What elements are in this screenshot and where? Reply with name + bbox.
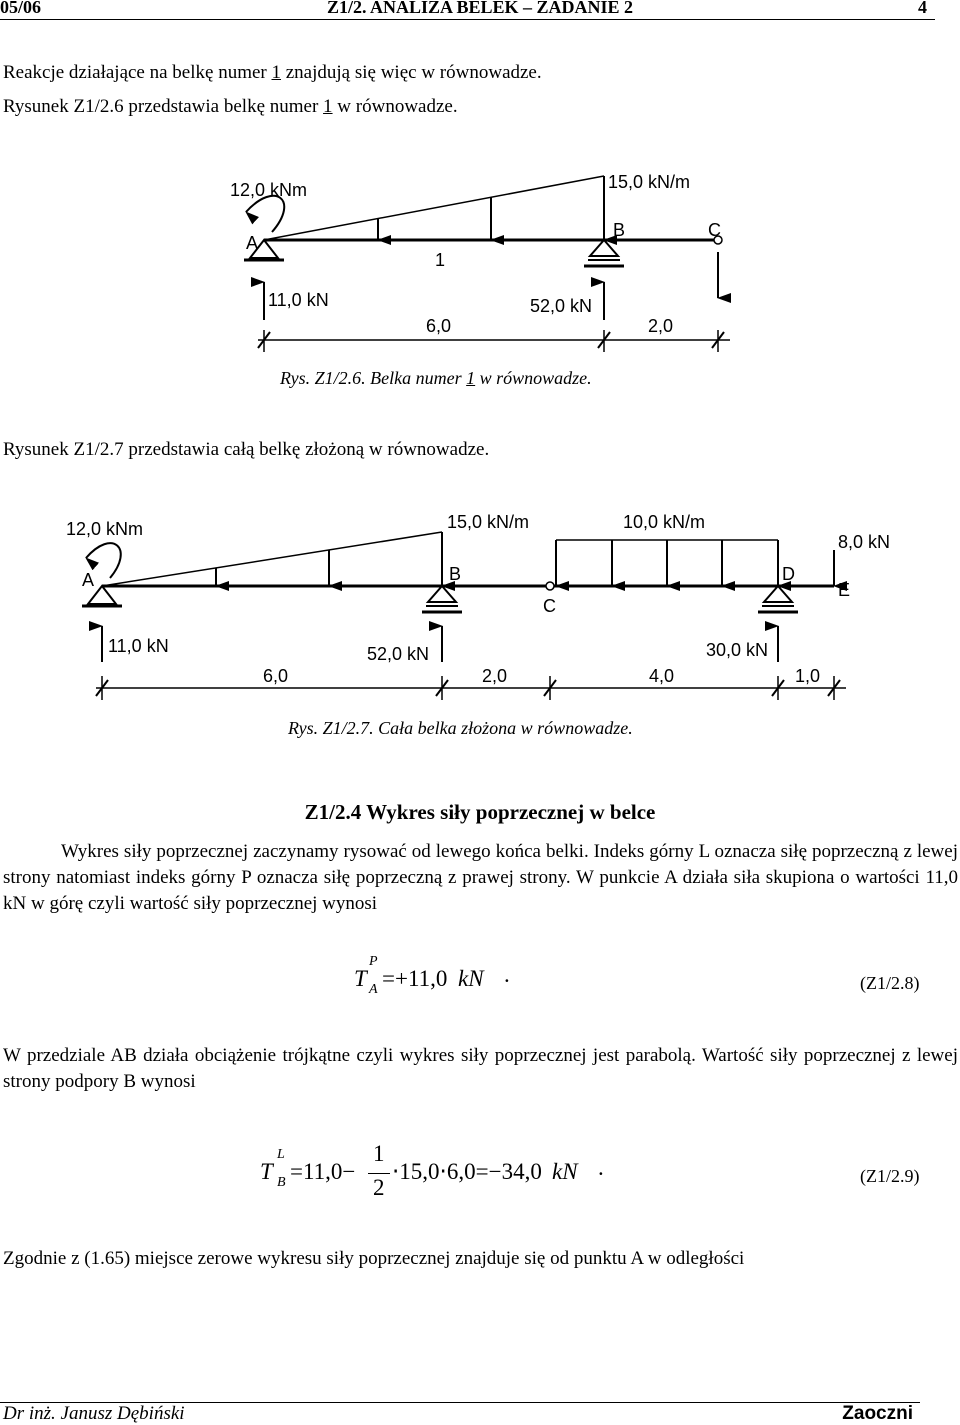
point-label-E: E bbox=[838, 580, 851, 600]
header-rule bbox=[0, 19, 935, 20]
support-roller-D bbox=[764, 586, 792, 602]
paragraph-3: Zgodnie z (1.65) miejsce zerowe wykresu siły poprzecznej znajduje się od punktu A w odległości bbox=[3, 1248, 745, 1269]
load-label-2: 10,0 kN/m bbox=[623, 512, 706, 532]
reaction-label-D: 30,0 kN bbox=[706, 640, 769, 660]
intro-line-2: Rysunek Z1/2.6 przedstawia belkę numer 1 w równowadze. bbox=[3, 96, 458, 117]
header-left: 05/06 bbox=[0, 0, 42, 17]
text-figure-2-intro: Rysunek Z1/2.7 przedstawia całą belkę złożoną w równowadze. bbox=[3, 439, 490, 460]
hinge-C bbox=[546, 582, 554, 590]
figure-1-caption: Rys. Z1/2.6. Belka numer 1 w równowadze. bbox=[280, 368, 592, 388]
header-page-number: 4 bbox=[918, 0, 927, 17]
figure-composite-beam bbox=[0, 500, 960, 710]
paragraph-1: Wykres siły poprzecznej zaczynamy rysować od lewego końca belki. Indeks górny L oznacza siłę poprzeczną z lewej strony natomiast indeks górny P oznacza siłę poprzeczną z prawej strony. W punkcie A działa siła skupiona o wartości 11,0 kN w górę czyli wartość siły poprzecznej wynosi bbox=[3, 841, 958, 914]
dimension-label-3: 4,0 bbox=[649, 666, 675, 686]
point-label-D: D bbox=[782, 564, 795, 584]
equation-Z1-2-9: T L B =11,0− 1 2 ⋅15,0⋅6,0=−34,0 kN . bbox=[260, 1141, 604, 1200]
figure-beam-1 bbox=[0, 160, 960, 360]
point-label-A: A bbox=[82, 570, 95, 590]
triangular-load-edge bbox=[264, 176, 604, 240]
paragraph-2: W przedziale AB działa obciążenie trójkątne czyli wykres siły poprzecznej jest parabolą. Wartość siły poprzecznej z lewej strony podpory B wynosi bbox=[3, 1045, 958, 1092]
reaction-label-B: 52,0 kN bbox=[530, 296, 593, 316]
beam-number-label: 1 bbox=[435, 250, 446, 270]
moment-label: 12,0 kNm bbox=[66, 519, 144, 539]
equation-Z1-2-8: T P A =+11,0 kN . bbox=[354, 954, 510, 997]
reaction-label-B: 52,0 kN bbox=[367, 644, 430, 664]
header-title: Z1/2. ANALIZA BELEK – ZADANIE 2 bbox=[326, 0, 634, 17]
dimension-label-1: 6,0 bbox=[426, 316, 452, 336]
footer-label: Zaoczni bbox=[842, 1403, 913, 1424]
support-roller-B bbox=[428, 586, 456, 602]
dimension-label-4: 1,0 bbox=[795, 666, 821, 686]
dimension-label-1: 6,0 bbox=[263, 666, 289, 686]
support-roller-B bbox=[590, 240, 618, 256]
reaction-label-A: 11,0 kN bbox=[108, 636, 169, 656]
moment-arrow bbox=[246, 196, 284, 232]
point-label-C: C bbox=[708, 220, 721, 240]
load-label: 15,0 kN/m bbox=[608, 172, 691, 192]
load-label-1: 15,0 kN/m bbox=[447, 512, 530, 532]
page-header bbox=[0, 0, 960, 20]
triangular-load-edge bbox=[102, 532, 442, 586]
footer-author: Dr inż. Janusz Dębiński bbox=[3, 1403, 185, 1424]
point-label-B: B bbox=[449, 564, 462, 584]
reaction-label-A: 11,0 kN bbox=[268, 290, 329, 310]
point-label-A: A bbox=[246, 233, 259, 253]
dimension-label-2: 2,0 bbox=[482, 666, 508, 686]
dimension-label-2: 2,0 bbox=[648, 316, 674, 336]
equation-tag-2: (Z1/2.9) bbox=[860, 1166, 920, 1186]
equation-tag-1: (Z1/2.8) bbox=[860, 973, 920, 993]
force-label-E: 8,0 kN bbox=[838, 532, 891, 552]
intro-line-1: Reakcje działające na belkę numer 1 znajdują się więc w równowadze. bbox=[3, 62, 542, 83]
section-heading: Z1/2.4 Wykres siły poprzecznej w belce bbox=[304, 800, 656, 824]
figure-2-caption: Rys. Z1/2.7. Cała belka złożona w równowadze. bbox=[288, 718, 633, 738]
point-label-C: C bbox=[543, 596, 556, 616]
moment-label: 12,0 kNm bbox=[230, 180, 308, 200]
point-label-B: B bbox=[613, 220, 626, 240]
